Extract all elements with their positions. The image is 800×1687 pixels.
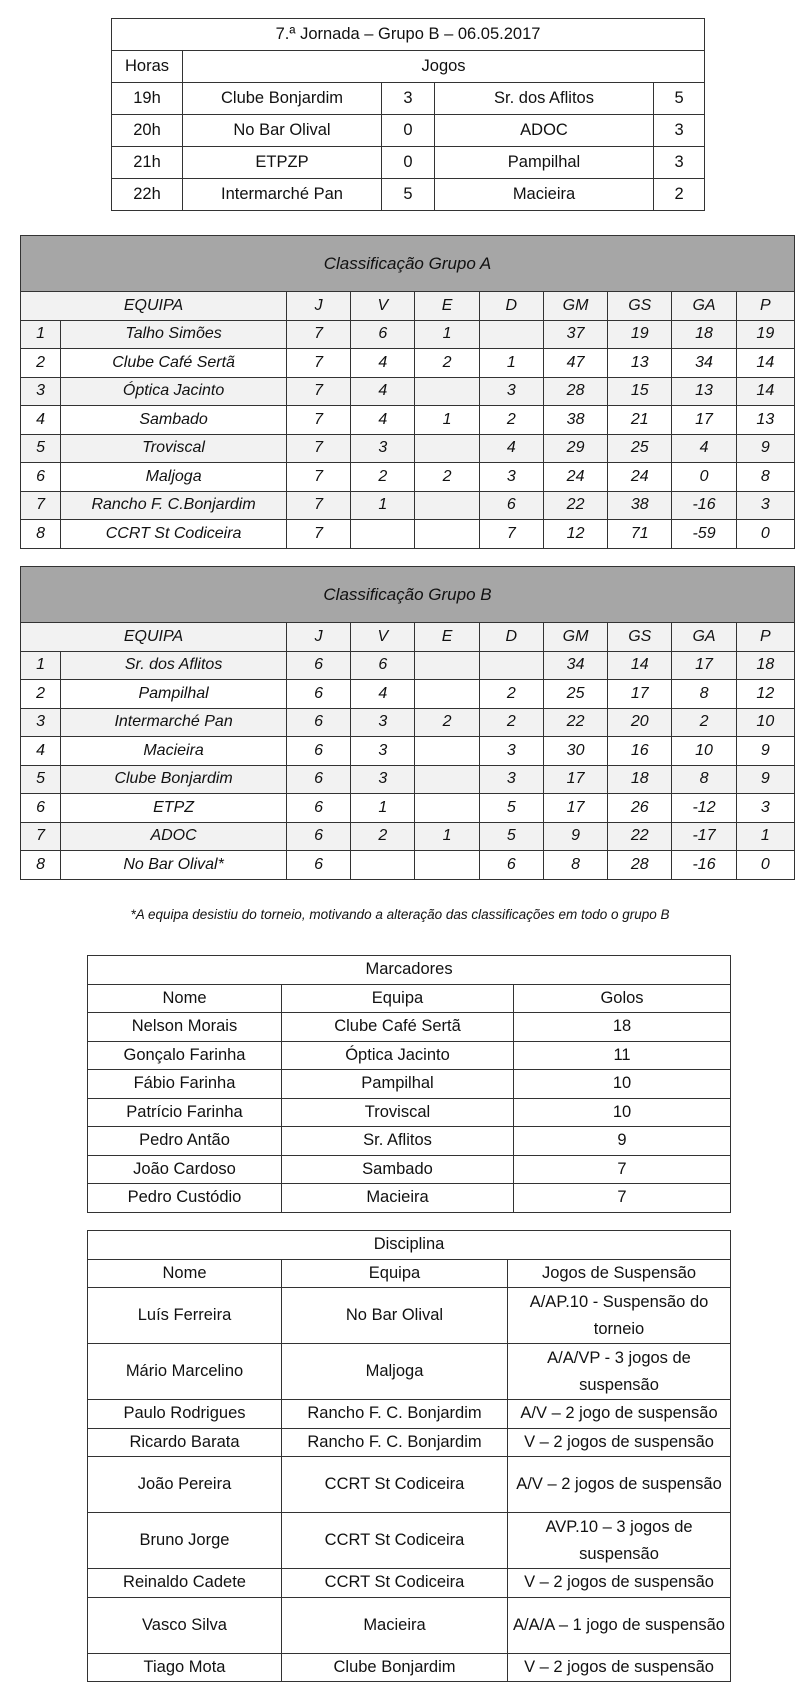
table-cell bbox=[415, 651, 479, 680]
table-cell bbox=[415, 737, 479, 766]
table-cell: Gonçalo Farinha bbox=[88, 1041, 282, 1070]
table-cell: 8 bbox=[543, 851, 607, 880]
table-cell: 12 bbox=[543, 520, 607, 549]
scorer-row bbox=[88, 1041, 731, 1070]
table-cell: 6 bbox=[287, 680, 351, 709]
table-cell: Clube Bonjardim bbox=[61, 765, 287, 794]
table-cell: 1 bbox=[736, 822, 794, 851]
table-cell: 16 bbox=[608, 737, 672, 766]
col-horas: Horas bbox=[112, 51, 183, 83]
standings-row bbox=[21, 708, 795, 737]
discipline-row bbox=[88, 1513, 731, 1569]
table-cell: Talho Simões bbox=[61, 320, 287, 349]
table-cell: A/A/VP - 3 jogos de suspensão bbox=[508, 1344, 731, 1400]
table-cell: Intermarché Pan bbox=[61, 708, 287, 737]
table-cell: Sr. dos Aflitos bbox=[61, 651, 287, 680]
table-cell: 29 bbox=[543, 434, 607, 463]
table-cell: 7 bbox=[287, 491, 351, 520]
table-cell: 28 bbox=[608, 851, 672, 880]
table-cell bbox=[351, 851, 415, 880]
grupo-b-title: Classificação Grupo B bbox=[21, 567, 795, 623]
standings-row bbox=[21, 434, 795, 463]
table-cell: -12 bbox=[672, 794, 736, 823]
table-cell: 0 bbox=[736, 851, 794, 880]
table-cell: 7 bbox=[514, 1155, 731, 1184]
table-cell: 1 bbox=[351, 491, 415, 520]
table-cell: 1 bbox=[479, 349, 543, 378]
table-cell: AVP.10 – 3 jogos de suspensão bbox=[508, 1513, 731, 1569]
table-cell: 5 bbox=[479, 822, 543, 851]
table-cell: 7 bbox=[479, 520, 543, 549]
table-cell: 18 bbox=[514, 1013, 731, 1042]
discipline-row bbox=[88, 1344, 731, 1400]
standings-row bbox=[21, 406, 795, 435]
table-cell: Troviscal bbox=[61, 434, 287, 463]
grupo-a-header-row: EQUIPA J V E D GM GS GA P bbox=[21, 292, 795, 321]
discipline-row bbox=[88, 1569, 731, 1598]
table-cell: 17 bbox=[672, 651, 736, 680]
table-cell: 0 bbox=[736, 520, 794, 549]
table-cell: Macieira bbox=[282, 1597, 508, 1653]
table-cell: 4 bbox=[351, 406, 415, 435]
table-cell: 7 bbox=[287, 434, 351, 463]
table-cell: 7 bbox=[287, 377, 351, 406]
table-cell: A/A/A – 1 jogo de suspensão bbox=[508, 1597, 731, 1653]
standings-row bbox=[21, 822, 795, 851]
table-cell: Clube Café Sertã bbox=[282, 1013, 514, 1042]
table-cell: 5 bbox=[21, 765, 61, 794]
grupo-a-title: Classificação Grupo A bbox=[21, 236, 795, 292]
table-cell: 9 bbox=[736, 765, 794, 794]
grupo-b-header-row: EQUIPA J V E D GM GS GA P bbox=[21, 623, 795, 652]
table-cell: A/V – 2 jogos de suspensão bbox=[508, 1457, 731, 1513]
table-cell: Pampilhal bbox=[282, 1070, 514, 1099]
table-cell: 25 bbox=[608, 434, 672, 463]
table-cell: 12 bbox=[736, 680, 794, 709]
table-cell: 30 bbox=[543, 737, 607, 766]
table-cell: 10 bbox=[514, 1070, 731, 1099]
table-cell: 8 bbox=[21, 851, 61, 880]
table-cell: Pampilhal bbox=[61, 680, 287, 709]
table-cell: 6 bbox=[479, 851, 543, 880]
table-cell: 3 bbox=[351, 737, 415, 766]
table-cell: Macieira bbox=[282, 1184, 514, 1213]
table-cell: Pedro Custódio bbox=[88, 1184, 282, 1213]
discipline-row bbox=[88, 1400, 731, 1429]
classificacao-grupo-a-table bbox=[20, 235, 795, 549]
table-cell: 17 bbox=[543, 765, 607, 794]
table-cell: 3 bbox=[351, 765, 415, 794]
table-cell: 4 bbox=[351, 349, 415, 378]
table-cell: 19 bbox=[608, 320, 672, 349]
standings-row bbox=[21, 491, 795, 520]
table-cell: 24 bbox=[543, 463, 607, 492]
table-cell: 2 bbox=[479, 708, 543, 737]
table-cell: 17 bbox=[608, 680, 672, 709]
standings-row bbox=[21, 851, 795, 880]
standings-row bbox=[21, 349, 795, 378]
table-cell: 22 bbox=[543, 491, 607, 520]
table-cell: -16 bbox=[672, 491, 736, 520]
table-cell: 7 bbox=[21, 491, 61, 520]
table-cell: 18 bbox=[608, 765, 672, 794]
table-cell: No Bar Olival bbox=[282, 1288, 508, 1344]
table-cell: 6 bbox=[479, 491, 543, 520]
table-cell: 13 bbox=[608, 349, 672, 378]
table-cell: 1 bbox=[415, 822, 479, 851]
table-cell bbox=[415, 520, 479, 549]
table-cell: Troviscal bbox=[282, 1098, 514, 1127]
table-cell: 2 bbox=[21, 680, 61, 709]
table-cell: 47 bbox=[543, 349, 607, 378]
table-cell: Sr. Aflitos bbox=[282, 1127, 514, 1156]
table-cell: 2 bbox=[479, 680, 543, 709]
game-row: 21h ETPZP 0 Pampilhal 3 bbox=[112, 147, 705, 179]
table-cell: 3 bbox=[736, 794, 794, 823]
table-cell: A/V – 2 jogo de suspensão bbox=[508, 1400, 731, 1429]
table-cell: CCRT St Codiceira bbox=[282, 1569, 508, 1598]
table-cell: ADOC bbox=[61, 822, 287, 851]
table-cell bbox=[415, 680, 479, 709]
table-cell: 9 bbox=[543, 822, 607, 851]
table-cell: 6 bbox=[287, 765, 351, 794]
table-cell: 4 bbox=[351, 680, 415, 709]
table-cell: 24 bbox=[608, 463, 672, 492]
table-cell: 19 bbox=[736, 320, 794, 349]
table-cell: 8 bbox=[21, 520, 61, 549]
table-cell: 6 bbox=[351, 651, 415, 680]
discipline-row bbox=[88, 1288, 731, 1344]
scorer-row bbox=[88, 1155, 731, 1184]
disciplina-header-row: Nome Equipa Jogos de Suspensão bbox=[88, 1259, 731, 1288]
table-cell: 1 bbox=[21, 320, 61, 349]
table-cell: 2 bbox=[415, 708, 479, 737]
table-cell: João Pereira bbox=[88, 1457, 282, 1513]
table-cell: 3 bbox=[21, 708, 61, 737]
marcadores-header-row: Nome Equipa Golos bbox=[88, 984, 731, 1013]
table-cell: 37 bbox=[543, 320, 607, 349]
table-cell: 2 bbox=[21, 349, 61, 378]
table-cell: CCRT St Codiceira bbox=[282, 1513, 508, 1569]
marcadores-table bbox=[87, 955, 731, 1213]
table-cell: Fábio Farinha bbox=[88, 1070, 282, 1099]
table-cell bbox=[415, 491, 479, 520]
table-cell: V – 2 jogos de suspensão bbox=[508, 1569, 731, 1598]
table-cell: 2 bbox=[479, 406, 543, 435]
game-row: 19h Clube Bonjardim 3 Sr. dos Aflitos 5 bbox=[112, 83, 705, 115]
table-cell: Maljoga bbox=[282, 1344, 508, 1400]
table-cell: Óptica Jacinto bbox=[61, 377, 287, 406]
table-cell: 6 bbox=[287, 737, 351, 766]
table-cell: 8 bbox=[672, 680, 736, 709]
table-cell: 5 bbox=[21, 434, 61, 463]
table-cell: Vasco Silva bbox=[88, 1597, 282, 1653]
discipline-row bbox=[88, 1428, 731, 1457]
table-cell: Rancho F. C. Bonjardim bbox=[282, 1400, 508, 1429]
table-cell: 10 bbox=[736, 708, 794, 737]
table-cell: 1 bbox=[415, 320, 479, 349]
table-cell: 6 bbox=[287, 851, 351, 880]
game-row: 20h No Bar Olival 0 ADOC 3 bbox=[112, 115, 705, 147]
game-row: 22h Intermarché Pan 5 Macieira 2 bbox=[112, 179, 705, 211]
table-cell: Óptica Jacinto bbox=[282, 1041, 514, 1070]
jornada-title: 7.ª Jornada – Grupo B – 06.05.2017 bbox=[112, 19, 705, 51]
table-cell: V – 2 jogos de suspensão bbox=[508, 1428, 731, 1457]
table-cell: Maljoga bbox=[61, 463, 287, 492]
standings-row bbox=[21, 463, 795, 492]
table-cell: 7 bbox=[287, 349, 351, 378]
table-cell: Bruno Jorge bbox=[88, 1513, 282, 1569]
marcadores-title: Marcadores bbox=[88, 956, 731, 985]
table-cell bbox=[415, 377, 479, 406]
table-cell: Luís Ferreira bbox=[88, 1288, 282, 1344]
table-cell: Clube Café Sertã bbox=[61, 349, 287, 378]
table-cell: 11 bbox=[514, 1041, 731, 1070]
table-cell: 9 bbox=[514, 1127, 731, 1156]
table-cell: Paulo Rodrigues bbox=[88, 1400, 282, 1429]
table-cell: 4 bbox=[672, 434, 736, 463]
table-cell: 7 bbox=[514, 1184, 731, 1213]
footnote: *A equipa desistiu do torneio, motivando a alteração das classificações em todo o grupo B bbox=[130, 907, 670, 922]
table-cell: 4 bbox=[21, 406, 61, 435]
table-cell: 6 bbox=[287, 651, 351, 680]
table-cell: 14 bbox=[736, 349, 794, 378]
disciplina-table bbox=[87, 1230, 731, 1682]
table-cell: 34 bbox=[543, 651, 607, 680]
table-cell: ETPZ bbox=[61, 794, 287, 823]
table-cell: Rancho F. C. Bonjardim bbox=[282, 1428, 508, 1457]
table-cell: 9 bbox=[736, 434, 794, 463]
scorer-row bbox=[88, 1070, 731, 1099]
table-cell: 6 bbox=[21, 463, 61, 492]
table-cell: 38 bbox=[543, 406, 607, 435]
table-cell: 7 bbox=[287, 320, 351, 349]
table-cell: 4 bbox=[351, 377, 415, 406]
table-cell: João Cardoso bbox=[88, 1155, 282, 1184]
table-cell: 3 bbox=[479, 377, 543, 406]
classificacao-grupo-b-table bbox=[20, 566, 795, 880]
table-cell: 15 bbox=[608, 377, 672, 406]
table-cell: No Bar Olival* bbox=[61, 851, 287, 880]
table-cell: 26 bbox=[608, 794, 672, 823]
standings-row bbox=[21, 320, 795, 349]
table-cell: Nelson Morais bbox=[88, 1013, 282, 1042]
table-cell: 14 bbox=[608, 651, 672, 680]
table-cell: 5 bbox=[479, 794, 543, 823]
table-cell bbox=[415, 851, 479, 880]
table-cell: Macieira bbox=[61, 737, 287, 766]
table-cell: 9 bbox=[736, 737, 794, 766]
standings-row bbox=[21, 794, 795, 823]
table-cell: 6 bbox=[287, 822, 351, 851]
table-cell: 3 bbox=[351, 708, 415, 737]
table-cell: 7 bbox=[287, 520, 351, 549]
table-cell: 2 bbox=[351, 822, 415, 851]
table-cell: -16 bbox=[672, 851, 736, 880]
table-cell: 1 bbox=[21, 651, 61, 680]
table-cell: Mário Marcelino bbox=[88, 1344, 282, 1400]
standings-row bbox=[21, 737, 795, 766]
table-cell: 22 bbox=[543, 708, 607, 737]
table-cell bbox=[479, 320, 543, 349]
table-cell: 17 bbox=[672, 406, 736, 435]
table-cell: 34 bbox=[672, 349, 736, 378]
table-cell: -59 bbox=[672, 520, 736, 549]
col-jogos: Jogos bbox=[183, 51, 705, 83]
table-cell: 6 bbox=[287, 708, 351, 737]
table-cell: A/AP.10 - Suspensão do torneio bbox=[508, 1288, 731, 1344]
table-cell: 20 bbox=[608, 708, 672, 737]
table-cell: CCRT St Codiceira bbox=[282, 1457, 508, 1513]
table-cell: 1 bbox=[415, 406, 479, 435]
table-cell: 10 bbox=[672, 737, 736, 766]
table-cell: 2 bbox=[415, 463, 479, 492]
table-cell: 7 bbox=[21, 822, 61, 851]
table-cell: 6 bbox=[21, 794, 61, 823]
discipline-row bbox=[88, 1597, 731, 1653]
table-cell bbox=[351, 520, 415, 549]
table-cell: Patrício Farinha bbox=[88, 1098, 282, 1127]
discipline-row bbox=[88, 1457, 731, 1513]
table-cell: CCRT St Codiceira bbox=[61, 520, 287, 549]
table-cell: 17 bbox=[543, 794, 607, 823]
table-cell: 71 bbox=[608, 520, 672, 549]
table-cell: 3 bbox=[479, 765, 543, 794]
table-cell: 4 bbox=[479, 434, 543, 463]
discipline-row bbox=[88, 1653, 731, 1682]
table-cell: 3 bbox=[479, 737, 543, 766]
standings-row bbox=[21, 680, 795, 709]
table-cell: 38 bbox=[608, 491, 672, 520]
disciplina-title: Disciplina bbox=[88, 1231, 731, 1260]
table-cell: 6 bbox=[287, 794, 351, 823]
table-cell bbox=[479, 651, 543, 680]
table-cell: 3 bbox=[479, 463, 543, 492]
table-cell: 6 bbox=[351, 320, 415, 349]
table-cell: 22 bbox=[608, 822, 672, 851]
table-cell: 25 bbox=[543, 680, 607, 709]
table-cell: 2 bbox=[351, 463, 415, 492]
table-cell: Ricardo Barata bbox=[88, 1428, 282, 1457]
table-cell: 3 bbox=[351, 434, 415, 463]
table-cell: Clube Bonjardim bbox=[282, 1653, 508, 1682]
scorer-row bbox=[88, 1013, 731, 1042]
table-cell: 18 bbox=[672, 320, 736, 349]
table-cell: 7 bbox=[287, 463, 351, 492]
table-cell: 8 bbox=[736, 463, 794, 492]
standings-row bbox=[21, 520, 795, 549]
table-cell: 2 bbox=[672, 708, 736, 737]
scorer-row bbox=[88, 1127, 731, 1156]
table-cell: 18 bbox=[736, 651, 794, 680]
table-cell: Sambado bbox=[61, 406, 287, 435]
jornada-table bbox=[111, 18, 705, 211]
standings-row bbox=[21, 377, 795, 406]
table-cell: 21 bbox=[608, 406, 672, 435]
table-cell: 28 bbox=[543, 377, 607, 406]
standings-row bbox=[21, 765, 795, 794]
table-cell: 3 bbox=[736, 491, 794, 520]
table-cell: 8 bbox=[672, 765, 736, 794]
table-cell bbox=[415, 765, 479, 794]
table-cell: 7 bbox=[287, 406, 351, 435]
table-cell: 2 bbox=[415, 349, 479, 378]
table-cell: -17 bbox=[672, 822, 736, 851]
scorer-row bbox=[88, 1184, 731, 1213]
table-cell: 4 bbox=[21, 737, 61, 766]
table-cell: 10 bbox=[514, 1098, 731, 1127]
table-cell: 14 bbox=[736, 377, 794, 406]
table-cell bbox=[415, 434, 479, 463]
table-cell: Rancho F. C.Bonjardim bbox=[61, 491, 287, 520]
scorer-row bbox=[88, 1098, 731, 1127]
table-cell: Reinaldo Cadete bbox=[88, 1569, 282, 1598]
table-cell: 3 bbox=[21, 377, 61, 406]
table-cell: 13 bbox=[672, 377, 736, 406]
table-cell: Tiago Mota bbox=[88, 1653, 282, 1682]
table-cell: Sambado bbox=[282, 1155, 514, 1184]
table-cell bbox=[415, 794, 479, 823]
table-cell: V – 2 jogos de suspensão bbox=[508, 1653, 731, 1682]
table-cell: 0 bbox=[672, 463, 736, 492]
table-cell: 1 bbox=[351, 794, 415, 823]
table-cell: Pedro Antão bbox=[88, 1127, 282, 1156]
standings-row bbox=[21, 651, 795, 680]
table-cell: 13 bbox=[736, 406, 794, 435]
